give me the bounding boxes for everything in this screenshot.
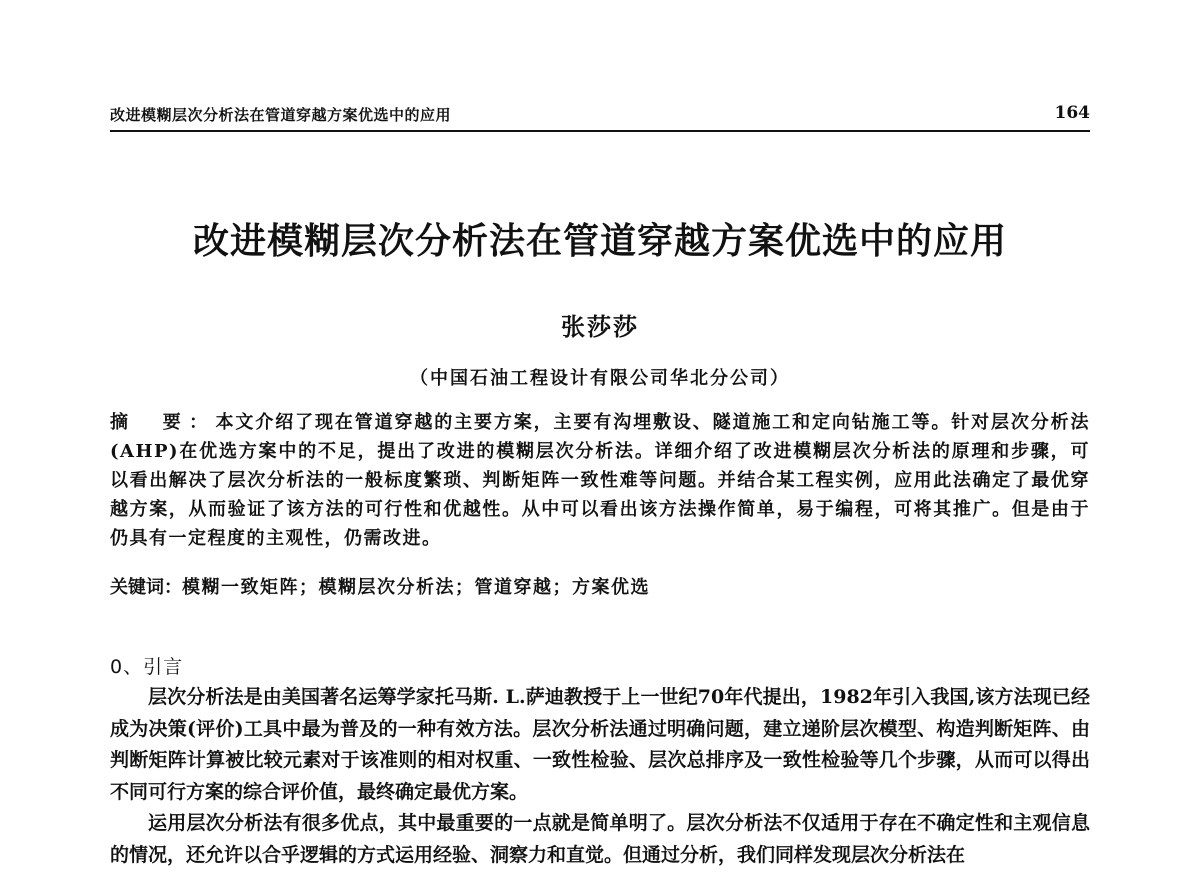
keywords — [110, 573, 1090, 602]
author-affiliation: （中国石油工程设计有限公司华北分公司） — [410, 368, 790, 389]
paragraph: 运用层次分析法有很多优点，其中最重要的一点就是简单明了。层次分析法不仅适用于存在不确定性和主观信息的情况，还允许以合乎逻辑的方式运用经验、洞察力和直觉。但通过分析，我们同样发现层次分析法在 — [110, 812, 1090, 866]
abstract-label: 摘 要： — [110, 412, 216, 433]
body-text — [110, 682, 1090, 871]
page-number: 164 — [1054, 103, 1090, 123]
abstract — [110, 408, 1090, 553]
abstract-text: 本文介绍了现在管道穿越的主要方案，主要有沟埋敷设、隧道施工和定向钻施工等。针对层次分析法(AHP)在优选方案中的不足，提出了改进的模糊层次分析法。详细介绍了改进模糊层次分析法的原理和步骤，可以看出解决了层次分析法的一般标度繁琐、判断矩阵一致性难等问题。并结合某工程实例，应用此法确定了最优穿越方案，从而验证了该方法的可行性和优越性。从中可以看出该方法操作简单，易于编程，可将其推广。但是由于仍具有一定程度的主观性，仍需改进。 — [110, 412, 1091, 549]
keywords-label: 关键词： — [110, 577, 182, 598]
running-title: 改进模糊层次分析法在管道穿越方案优选中的应用 — [110, 106, 452, 124]
paragraph: 层次分析法是由美国著名运筹学家托马斯. L.萨迪教授于上一世纪70年代提出，1982年引入我国,该方法现已经成为决策(评价)工具中最为普及的一种有效方法。层次分析法通过明确问题，建立递阶层次模型、构造判断矩阵、由判断矩阵计算被比较元素对于该准则的相对权重、一致性检验、层次总排序及一致性检验等几个步骤，从而可以得出不同可行方案的综合评价值，最终确定最优方案。 — [110, 686, 1090, 803]
running-header — [110, 100, 1090, 132]
section-heading-introduction: 0、引言 — [110, 656, 184, 678]
article-title: 改进模糊层次分析法在管道穿越方案优选中的应用 — [192, 221, 1007, 262]
author-name: 张莎莎 — [561, 312, 639, 341]
keywords-text: 模糊一致矩阵；模糊层次分析法；管道穿越；方案优选 — [182, 577, 650, 598]
